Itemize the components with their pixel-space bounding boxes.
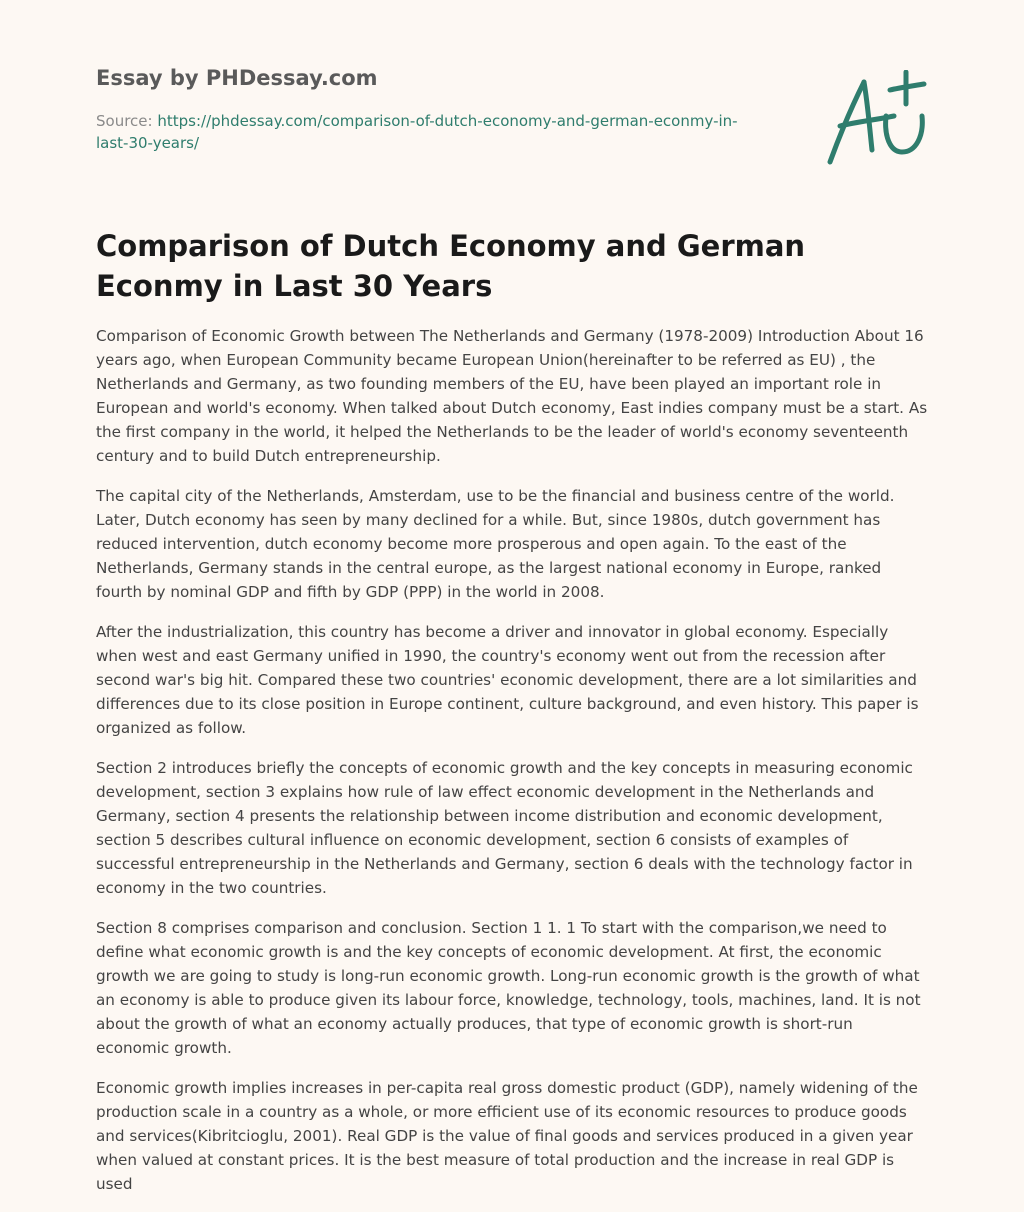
site-name: Essay by PHDessay.com (96, 66, 378, 90)
source-label: Source: (96, 112, 153, 130)
essay-paragraph: The capital city of the Netherlands, Amsterdam, use to be the financial and business centre of the world. Later, Dutch economy has seen by many declined for a while. But, since 1980s, dutch government has reduced intervention, dutch economy become more prosperous and open again. To the east of the Netherlands, Germany stands in the central europe, as the largest national economy in Europe, ranked fourth by nominal GDP and fifth by GDP (PPP) in the world in 2008. (96, 487, 895, 601)
essay-paragraph: Economic growth implies increases in per-capita real gross domestic product (GDP), namely widening of the production scale in a country as a whole, or more efficient use of its economic resources to produce goods and services(Kibritcioglu, 2001). Real GDP is the value of final goods and services produced in a given year when valued at constant prices. It is the best measure of total production and the increase in real GDP is used (96, 1079, 918, 1193)
source-link[interactable]: https://phdessay.com/comparison-of-dutch-economy-and-german-econmy-in-last-30-years/ (96, 112, 738, 152)
essay-paragraph: Section 8 comprises comparison and conclusion. Section 1 1. 1 To start with the comparison,we need to define what economic growth is and the key concepts of economic development. At first, the economic growth we are going to study is long-run economic growth. Long-run economic growth is the growth of what an economy is able to produce given its labour force, knowledge, technology, tools, machines, land. It is not about the growth of what an economy actually produces, that type of economic growth is short-run economic growth. (96, 919, 921, 1057)
essay-body (96, 324, 928, 1212)
source-line (96, 110, 756, 154)
site-header (96, 64, 928, 184)
essay-paragraph: Comparison of Economic Growth between The Netherlands and Germany (1978-2009) Introduction About 16 years ago, when European Community became European Union(hereinafter to be referred as EU) , the Netherlands and Germany, as two founding members of the EU, have been played an important role in European and world's economy. When talked about Dutch economy, East indies company must be a start. As the first company in the world, it helped the Netherlands to be the leader of world's economy seventeenth century and to build Dutch entrepreneurship. (96, 327, 928, 465)
essay-title: Comparison of Dutch Economy and German Econmy in Last 30 Years (96, 229, 806, 303)
essay-paragraph: Section 2 introduces briefly the concepts of economic growth and the key concepts in measuring economic development, section 3 explains how rule of law effect economic development in the Netherlands and Germany, section 4 presents the relationship between income distribution and economic development, section 5 describes cultural influence on economic development, section 6 consists of examples of successful entrepreneurship in the Netherlands and Germany, section 6 deals with the technology factor in economy in the two countries. (96, 759, 913, 897)
essay-paragraph: After the industrialization, this country has become a driver and innovator in global economy. Especially when west and east Germany unified in 1990, the country's economy went out from the recession after second war's big hit. Compared these two countries' economic development, there are a lot similarities and differences due to its close position in Europe continent, culture background, and even history. This paper is organized as follow. (96, 623, 919, 737)
a-plus-logo (824, 70, 928, 170)
